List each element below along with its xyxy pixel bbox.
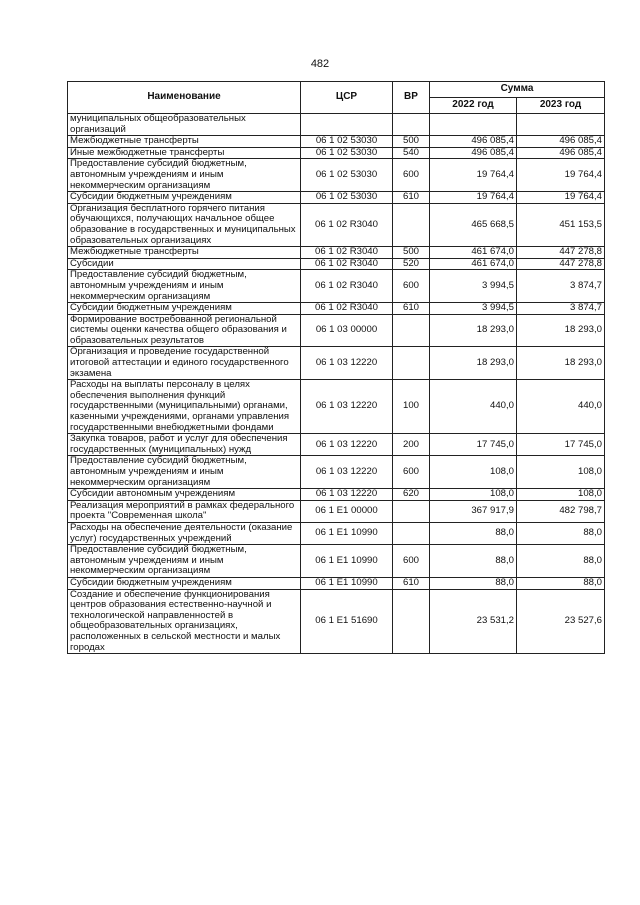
row-csr: 06 1 02 53030 [301, 147, 393, 159]
row-csr: 06 1 02 53030 [301, 136, 393, 148]
row-sum-2022: 465 668,5 [430, 203, 517, 246]
row-csr: 06 1 03 12220 [301, 347, 393, 380]
row-sum-2022: 88,0 [430, 545, 517, 578]
row-csr: 06 1 03 12220 [301, 489, 393, 501]
row-name: Расходы на обеспечение деятельности (оказание услуг) государственных учреждений [68, 522, 301, 544]
row-sum-2022: 3 994,5 [430, 270, 517, 303]
row-vr [393, 203, 430, 246]
table-row [68, 522, 605, 544]
row-sum-2022 [430, 114, 517, 136]
row-csr: 06 1 E1 10990 [301, 522, 393, 544]
table-row [68, 589, 605, 654]
row-sum-2022: 18 293,0 [430, 314, 517, 347]
table-row [68, 247, 605, 259]
row-sum-2023: 108,0 [517, 456, 605, 489]
table-row [68, 347, 605, 380]
table-row [68, 380, 605, 434]
row-name: Предоставление субсидий бюджетным, автономным учреждениям и иным некоммерческим организациям [68, 456, 301, 489]
row-sum-2023: 23 527,6 [517, 589, 605, 654]
row-sum-2022: 18 293,0 [430, 347, 517, 380]
header-sum: Сумма [430, 82, 605, 98]
table-body [68, 114, 605, 654]
row-csr [301, 114, 393, 136]
budget-table [67, 81, 605, 654]
row-sum-2023 [517, 114, 605, 136]
header-year-2022: 2022 год [430, 98, 517, 114]
row-sum-2022: 440,0 [430, 380, 517, 434]
row-sum-2022: 3 994,5 [430, 303, 517, 315]
row-sum-2023: 447 278,8 [517, 258, 605, 270]
row-name: Субсидии бюджетным учреждениям [68, 303, 301, 315]
row-name: Организация и проведение государственной итоговой аттестации и единого государственного экзамена [68, 347, 301, 380]
row-sum-2022: 496 085,4 [430, 136, 517, 148]
row-name: Субсидии бюджетным учреждениям [68, 192, 301, 204]
row-sum-2022: 19 764,4 [430, 192, 517, 204]
row-vr: 540 [393, 147, 430, 159]
row-sum-2022: 17 745,0 [430, 434, 517, 456]
row-vr: 610 [393, 303, 430, 315]
table-row [68, 147, 605, 159]
row-name: Субсидии автономным учреждениям [68, 489, 301, 501]
table-row [68, 258, 605, 270]
table-row [68, 456, 605, 489]
row-name: Предоставление субсидий бюджетным, автономным учреждениям и иным некоммерческим организациям [68, 159, 301, 192]
row-sum-2023: 17 745,0 [517, 434, 605, 456]
row-name: Субсидии бюджетным учреждениям [68, 577, 301, 589]
table-row [68, 136, 605, 148]
table-row [68, 192, 605, 204]
row-sum-2023: 482 798,7 [517, 500, 605, 522]
row-sum-2023: 19 764,4 [517, 192, 605, 204]
row-sum-2023: 19 764,4 [517, 159, 605, 192]
row-vr: 200 [393, 434, 430, 456]
row-sum-2023: 496 085,4 [517, 147, 605, 159]
row-vr [393, 314, 430, 347]
row-name: Субсидии [68, 258, 301, 270]
header-csr: ЦСР [301, 82, 393, 114]
row-vr: 500 [393, 247, 430, 259]
page-number: 482 [310, 58, 330, 70]
row-csr: 06 1 E1 51690 [301, 589, 393, 654]
table-row [68, 577, 605, 589]
row-sum-2022: 461 674,0 [430, 258, 517, 270]
row-csr: 06 1 02 R3040 [301, 303, 393, 315]
row-vr: 100 [393, 380, 430, 434]
row-vr: 600 [393, 159, 430, 192]
row-vr [393, 347, 430, 380]
row-name: Реализация мероприятий в рамках федерального проекта "Современная школа" [68, 500, 301, 522]
row-sum-2022: 19 764,4 [430, 159, 517, 192]
table-row [68, 500, 605, 522]
row-vr [393, 114, 430, 136]
row-csr: 06 1 02 R3040 [301, 258, 393, 270]
table-header [68, 82, 605, 114]
row-sum-2023: 496 085,4 [517, 136, 605, 148]
row-sum-2023: 447 278,8 [517, 247, 605, 259]
table-row [68, 203, 605, 246]
row-sum-2023: 18 293,0 [517, 347, 605, 380]
row-vr: 520 [393, 258, 430, 270]
row-sum-2023: 3 874,7 [517, 270, 605, 303]
row-sum-2023: 18 293,0 [517, 314, 605, 347]
header-name: Наименование [68, 82, 301, 114]
row-csr: 06 1 03 12220 [301, 434, 393, 456]
row-name: Закупка товаров, работ и услуг для обеспечения государственных (муниципальных) нужд [68, 434, 301, 456]
row-name: Межбюджетные трансферты [68, 136, 301, 148]
row-csr: 06 1 02 R3040 [301, 247, 393, 259]
row-csr: 06 1 02 R3040 [301, 203, 393, 246]
table-row [68, 159, 605, 192]
row-sum-2023: 88,0 [517, 522, 605, 544]
table-row [68, 270, 605, 303]
row-sum-2022: 108,0 [430, 456, 517, 489]
row-vr: 600 [393, 456, 430, 489]
table-row [68, 434, 605, 456]
row-sum-2022: 367 917,9 [430, 500, 517, 522]
row-vr: 500 [393, 136, 430, 148]
row-csr: 06 1 03 12220 [301, 380, 393, 434]
row-name: Иные межбюджетные трансферты [68, 147, 301, 159]
row-sum-2023: 108,0 [517, 489, 605, 501]
row-sum-2022: 108,0 [430, 489, 517, 501]
row-sum-2022: 496 085,4 [430, 147, 517, 159]
row-sum-2023: 440,0 [517, 380, 605, 434]
row-name: Организация бесплатного горячего питания обучающихся, получающих начальное общее образование в государственных и муниципальных образовательных организациях [68, 203, 301, 246]
row-csr: 06 1 E1 10990 [301, 577, 393, 589]
row-name: Предоставление субсидий бюджетным, автономным учреждениям и иным некоммерческим организациям [68, 545, 301, 578]
row-csr: 06 1 03 00000 [301, 314, 393, 347]
row-csr: 06 1 03 12220 [301, 456, 393, 489]
row-csr: 06 1 E1 00000 [301, 500, 393, 522]
row-csr: 06 1 02 R3040 [301, 270, 393, 303]
row-sum-2022: 23 531,2 [430, 589, 517, 654]
row-sum-2022: 88,0 [430, 522, 517, 544]
header-year-2023: 2023 год [517, 98, 605, 114]
row-vr: 610 [393, 577, 430, 589]
row-name: Создание и обеспечение функционирования центров образования естественно-научной и технологической направленностей в общеобразовательных организациях, расположенных в сельской местности и малых городах [68, 589, 301, 654]
row-csr: 06 1 02 53030 [301, 159, 393, 192]
row-vr [393, 589, 430, 654]
row-vr: 620 [393, 489, 430, 501]
table-row [68, 114, 605, 136]
table-row [68, 303, 605, 315]
row-name: Предоставление субсидий бюджетным, автономным учреждениям и иным некоммерческим организациям [68, 270, 301, 303]
table-row [68, 314, 605, 347]
header-vr: ВР [393, 82, 430, 114]
row-vr: 610 [393, 192, 430, 204]
row-vr: 600 [393, 545, 430, 578]
row-sum-2022: 461 674,0 [430, 247, 517, 259]
row-sum-2023: 451 153,5 [517, 203, 605, 246]
table-row [68, 545, 605, 578]
table-row [68, 489, 605, 501]
row-csr: 06 1 E1 10990 [301, 545, 393, 578]
row-name: Формирование востребованной региональной системы оценки качества общего образования и образовательных результатов [68, 314, 301, 347]
row-sum-2023: 88,0 [517, 577, 605, 589]
row-sum-2022: 88,0 [430, 577, 517, 589]
row-vr: 600 [393, 270, 430, 303]
row-sum-2023: 88,0 [517, 545, 605, 578]
row-vr [393, 500, 430, 522]
row-name: муниципальных общеобразовательных организаций [68, 114, 301, 136]
row-csr: 06 1 02 53030 [301, 192, 393, 204]
row-sum-2023: 3 874,7 [517, 303, 605, 315]
row-name: Межбюджетные трансферты [68, 247, 301, 259]
row-name: Расходы на выплаты персоналу в целях обеспечения выполнения функций государственными (муниципальными) органами, казенными учреждениями, органами управления государственными внебюджетными фондами [68, 380, 301, 434]
row-vr [393, 522, 430, 544]
